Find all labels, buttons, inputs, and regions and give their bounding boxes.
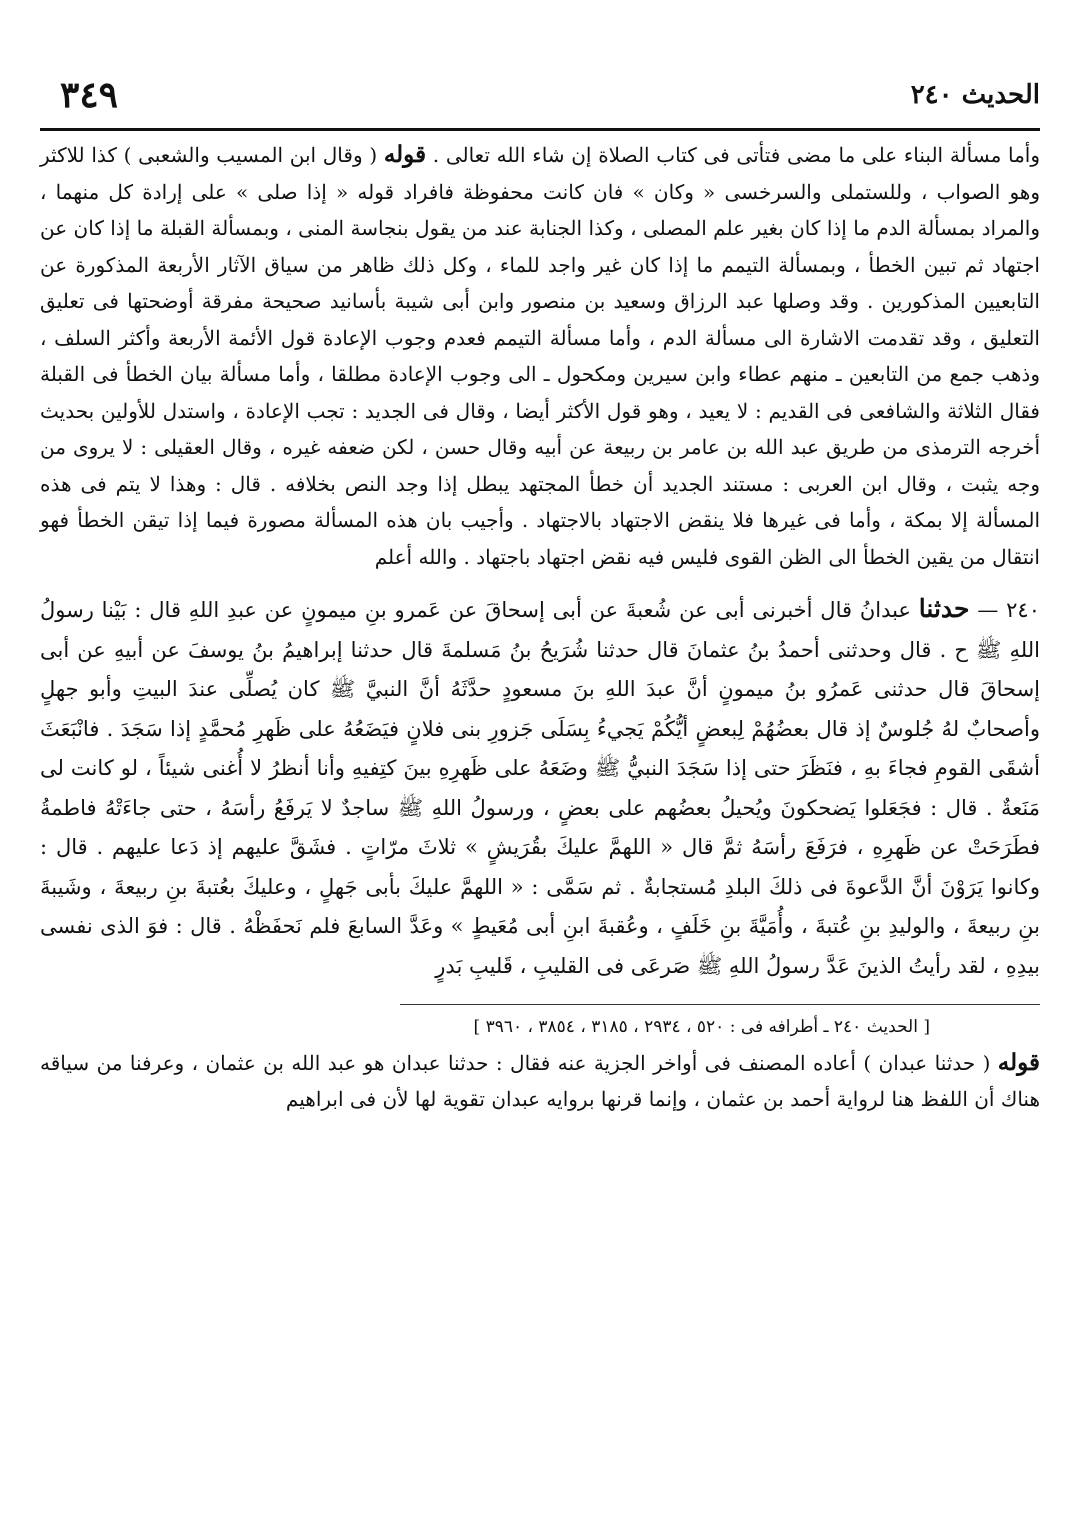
hadith-text (40, 589, 1040, 986)
footnote-divider (400, 1004, 1040, 1005)
commentary-keyword: قوله (383, 141, 427, 168)
section-title: الحديث ٢٤٠ (910, 80, 1040, 110)
hadith-number: ٢٤٠ — (977, 598, 1040, 622)
commentary-text-body: ( وقال ابن المسيب والشعبى ) كذا للاكثر وهو الصواب ، وللستملى والسرخسى « وكان » فان كانت محفوظة فافراد قوله « إذا صلى » على إرادة كل منهما ، والمراد بمسألة الدم ما إذا كان بغير علم المصلى ، وكذا الجنابة عند من يقول بنجاسة المنى ، وبمسألة القبلة ما إذا كان عن اجتهاد ثم تبين الخطأ ، وبمسألة التيمم ما إذا كان غير واجد للماء ، وكل ذلك ظاهر من سياق الآثار الأربعة المذكورة عن التابعيين المذكورين . وقد وصلها عبد الرزاق وسعيد بن منصور وابن أبى شيبة بأسانيد صحيحة مفرقة أوضحتها فى تعليق التعليق ، وقد تقدمت الاشارة الى مسألة الدم ، وأما مسألة التيمم فعدم وجوب الإعادة قول الأئمة الأربعة وأكثر السلف ، وذهب جمع من التابعين ـ منهم عطاء وابن سيرين ومكحول ـ الى وجوب الإعادة مطلقا ، وأما مسألة بيان الخطأ فى القبلة فقال الثلاثة والشافعى فى القديم : لا يعيد ، وهو قول الأكثر أيضا ، وقال فى الجديد : تجب الإعادة ، واستدل للأولين بحديث أخرجه الترمذى من طريق عبد الله بن عامر بن ربيعة عن أبيه وقال حسن ، لكن ضعفه غيره ، وقال العقيلى : لا يروى من وجه يثبت ، وقال ابن العربى : مستند الجديد أن خطأ المجتهد يبطل إذا وجد النص بخلافه . قال : وهذا لا يتم فى هذه المسألة إلا بمكة ، وأما فى غيرها فلا ينقض الاجتهاد بالاجتهاد . وأجيب بان هذه المسألة مصورة فيما إذا تيقن الخطأ فهو انتقال من يقين الخطأ الى الظن القوى فليس فيه نقض اجتهاد باجتهاد . والله أعلم (40, 143, 1040, 569)
tail-text: ( حدثنا عبدان ) أعاده المصنف فى أواخر الجزية عنه فقال : حدثنا عبدان هو عبد الله بن عثمان ، وعرفنا من سياقه هناك أن اللفظ هنا لرواية أحمد بن عثمان ، وإنما قرنها بروايه عبدان تقوية لها لأن فى ابراهيم (40, 1051, 1040, 1111)
tail-commentary (40, 1045, 1040, 1117)
book-page (40, 70, 1040, 1117)
page-header (40, 70, 1040, 131)
commentary-text-intro: وأما مسألة البناء على ما مضى فتأتى فى كتاب الصلاة إن شاء الله تعالى . (432, 143, 1041, 167)
hadith-haddathana: حدثنا (918, 594, 970, 623)
hadith-body: عبدانُ قال أخبرنى أبى عن شُعبةَ عن أبى إسحاقَ عن عَمرو بنِ ميمونٍ عن عبدِ اللهِ قال : بَيْنا رسولُ اللهِ ﷺ ح . قال وحدثنى أحمدُ بنُ عثمانَ قال حدثنا شُرَيحُ بنُ مَسلمةَ قال حدثنا إبراهيمُ بنُ يوسفَ عن أبيهِ عن أبى إسحاقَ قال حدثنى عَمرُو بنُ ميمونٍ أنَّ عبدَ اللهِ بنَ مسعودٍ حدَّثَهُ أنَّ النبيَّ ﷺ كان يُصلِّى عندَ البيتِ وأبو جهلٍ وأصحابٌ لهُ جُلوسٌ إذ قال بعضُهُمْ لِبعضٍ أيُّكُمْ يَجيءُ بِسَلَى جَزورِ بنى فلانٍ فيَضَعُهُ على ظَهرِ مُحمَّدٍ إذا سَجَدَ . فانْبَعَثَ أشقَى القومِ فجاءَ بهِ ، فنَظَرَ حتى إذا سَجَدَ النبيُّ ﷺ وضَعَهُ على ظَهرِهِ بينَ كتِفيهِ وأنا أنظرُ لا أُغنى شيئاً ، لو كانت لى مَنَعةٌ . قال : فجَعَلوا يَضحكونَ ويُحيلُ بعضُهم على بعضٍ ، ورسولُ اللهِ ﷺ ساجدٌ لا يَرفَعُ رأسَهُ ، حتى جاءَتْهُ فاطمةُ فطَرَحَتْ عن ظَهرِهِ ، فرَفَعَ رأسَهُ ثمَّ قال « اللهمَّ عليكَ بقُرَيشٍ » ثلاثَ مرّاتٍ . فشَقَّ عليهم إذ دَعا عليهم . قال : وكانوا يَرَوْنَ أنَّ الدَّعوةَ فى ذلكَ البلدِ مُستجابةٌ . ثم سَمَّى : « اللهمَّ عليكَ بأبى جَهلٍ ، وعليكَ بعُتبةَ بنِ ربيعةَ ، وشَيبةَ بنِ ربيعةَ ، والوليدِ بنِ عُتبةَ ، وأُمَيَّةَ بنِ خَلَفٍ ، وعُقبةَ ابنِ أبى مُعَيطٍ » وعَدَّ السابعَ فلم نَحفَظْهُ . قال : فوَ الذى نفسى بيدِهِ ، لقد رأيتُ الذينَ عَدَّ رسولُ اللهِ ﷺ صَرعَى فى القليبِ ، قَليبِ بَدرٍ (40, 598, 1040, 978)
hadith-cross-references: [ الحديث ٢٤٠ ـ أطرافه فى : ٥٢٠ ، ٢٩٣٤ ، ٣١٨٥ ، ٣٨٥٤ ، ٣٩٦٠ ] (473, 1017, 930, 1037)
page-number: ٣٤٩ (60, 74, 119, 116)
commentary-paragraph (40, 137, 1040, 575)
tail-keyword: قوله (997, 1049, 1041, 1076)
